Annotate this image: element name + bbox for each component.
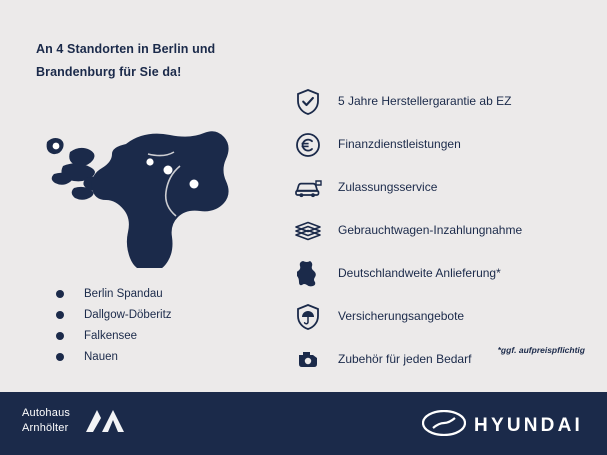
dealer-name-line1: Autohaus: [22, 407, 71, 420]
arnhoelter-a-logo-icon: [80, 406, 124, 436]
dealer-branding: [22, 406, 124, 436]
feature-label: Zulassungsservice: [338, 179, 438, 194]
shield-umbrella-icon: [293, 302, 323, 332]
list-item: [56, 304, 276, 325]
list-item: [293, 123, 593, 166]
location-label: Falkensee: [84, 329, 138, 342]
feature-label: Versicherungsangebote: [338, 308, 465, 323]
location-label: Berlin Spandau: [84, 287, 163, 300]
bullet-icon: [56, 353, 64, 361]
bullet-icon: [56, 290, 64, 298]
region-map: [30, 108, 270, 268]
left-column: [36, 38, 276, 84]
feature-label: Zubehör für jeden Bedarf: [338, 351, 472, 366]
footer-bar: [0, 392, 607, 455]
feature-label: 5 Jahre Herstellergarantie ab EZ: [338, 93, 512, 108]
banknotes-icon: [293, 216, 323, 246]
feature-label: Deutschlandweite Anlieferung*: [338, 265, 501, 280]
bullet-icon: [56, 332, 64, 340]
engine-part-icon: [293, 345, 323, 375]
feature-label: Gebrauchtwagen-Inzahlungnahme: [338, 222, 523, 237]
map-marker-falkensee: [146, 158, 153, 165]
bullet-icon: [56, 311, 64, 319]
map-marker-berlin-spandau: [164, 166, 173, 175]
car-registration-icon: [293, 173, 323, 203]
germany-map-icon: [293, 259, 323, 289]
list-item: [293, 80, 593, 123]
list-item: [56, 325, 276, 346]
hyundai-h-logo-icon: [422, 410, 466, 441]
list-item: [293, 166, 593, 209]
map-marker-dallgow-doeberitz: [190, 180, 199, 189]
feature-list: [293, 80, 593, 381]
feature-label: Finanzdienstleistungen: [338, 136, 461, 151]
list-item: [293, 209, 593, 252]
location-label: Nauen: [84, 350, 118, 363]
location-label: Dallgow-Döberitz: [84, 308, 172, 321]
shield-check-icon: [293, 87, 323, 117]
list-item: [293, 295, 593, 338]
piggy-bank-euro-icon: [293, 130, 323, 160]
list-item: [293, 252, 593, 295]
dealer-name: [22, 406, 70, 436]
brand-name: HYUNDAI: [474, 414, 583, 436]
hyundai-logo: [422, 410, 583, 441]
list-item: [56, 346, 276, 367]
footnote: *ggf. aufpreispflichtig: [497, 345, 585, 355]
list-item: [56, 283, 276, 304]
dealer-name-line2: Arnhölter: [22, 422, 69, 434]
location-list: [56, 283, 276, 367]
page-title: An 4 Standorten in Berlin und Brandenburg für Sie da!: [36, 42, 216, 80]
map-marker-nauen: [53, 143, 60, 150]
